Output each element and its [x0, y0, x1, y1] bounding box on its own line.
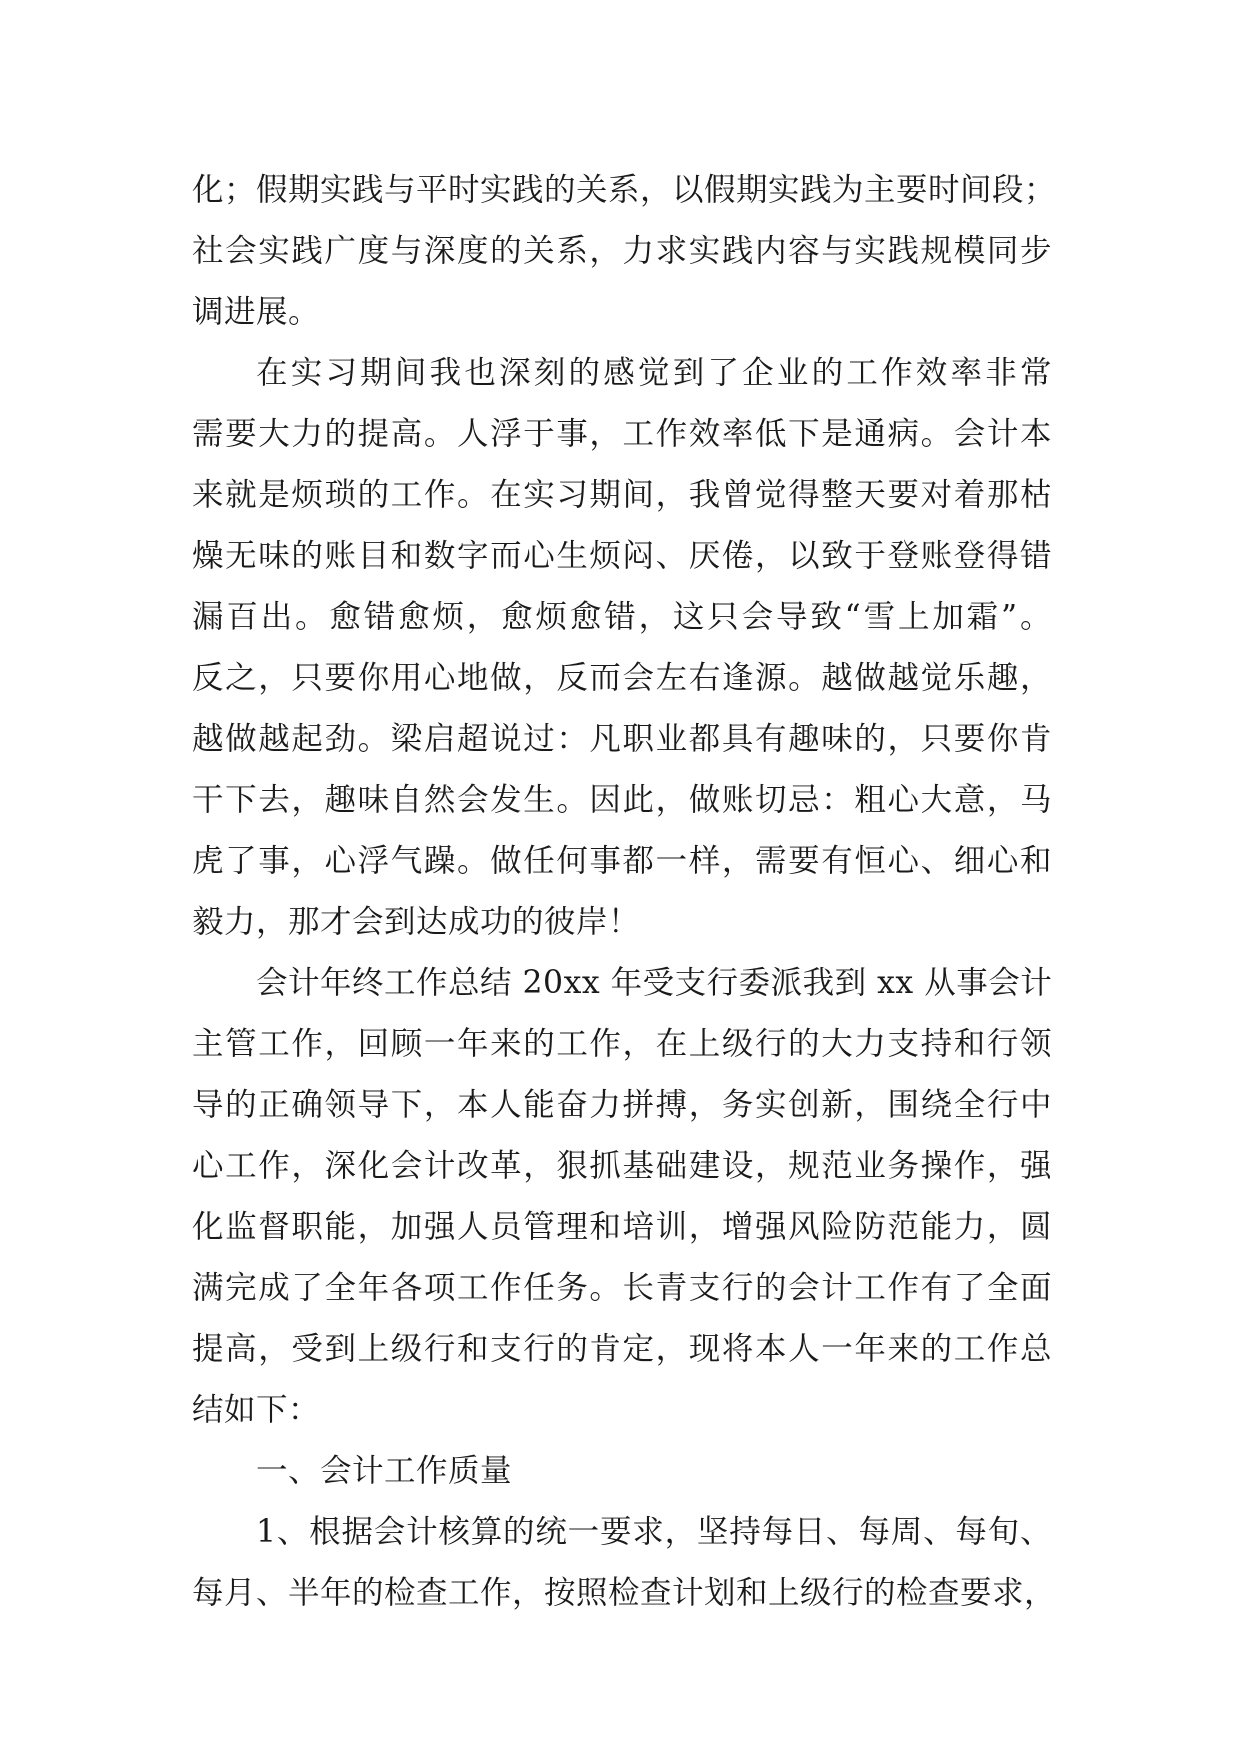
paragraph-first-line: 1、根据会计核算的统一要求，坚持每日、每周、每旬、	[256, 1514, 1052, 1550]
body-line: 化；假期实践与平时实践的关系，以假期实践为主要时间段；	[192, 172, 1057, 208]
body-line: 燥无味的账目和数字而心生烦闷、厌倦，以致于登账登得错	[192, 538, 1052, 574]
body-line: 越做越起劲。梁启超说过：凡职业都具有趣味的，只要你肯	[192, 721, 1052, 757]
body-line: 漏百出。愈错愈烦，愈烦愈错，这只会导致“雪上加霜”。	[192, 599, 1052, 635]
body-line: 每月、半年的检查工作，按照检查计划和上级行的检查要求，	[192, 1575, 1057, 1611]
body-line: 需要大力的提高。人浮于事，工作效率低下是通病。会计本	[192, 416, 1052, 452]
body-line: 满完成了全年各项工作任务。长青支行的会计工作有了全面	[192, 1270, 1052, 1306]
body-line: 结如下：	[192, 1392, 321, 1428]
body-line: 干下去，趣味自然会发生。因此，做账切忌：粗心大意，马	[192, 782, 1052, 818]
section-heading: 一、会计工作质量	[256, 1453, 513, 1489]
body-line: 化监督职能，加强人员管理和培训，增强风险防范能力，圆	[192, 1209, 1052, 1245]
body-line: 导的正确领导下，本人能奋力拼搏，务实创新，围绕全行中	[192, 1087, 1052, 1123]
body-line: 心工作，深化会计改革，狠抓基础建设，规范业务操作，强	[192, 1148, 1052, 1184]
body-line: 虎了事，心浮气躁。做任何事都一样，需要有恒心、细心和	[192, 843, 1052, 879]
body-line: 调进展。	[192, 294, 321, 330]
body-line: 来就是烦琐的工作。在实习期间，我曾觉得整天要对着那枯	[192, 477, 1052, 513]
paragraph-first-line: 会计年终工作总结 20xx 年受支行委派我到 xx 从事会计	[256, 965, 1053, 1001]
body-line: 提高，受到上级行和支行的肯定，现将本人一年来的工作总	[192, 1331, 1052, 1367]
body-line: 反之，只要你用心地做，反而会左右逢源。越做越觉乐趣，	[192, 660, 1052, 696]
body-line: 毅力，那才会到达成功的彼岸！	[192, 904, 641, 940]
paragraph-first-line: 在实习期间我也深刻的感觉到了企业的工作效率非常	[256, 355, 1052, 391]
body-line: 社会实践广度与深度的关系，力求实践内容与实践规模同步	[192, 233, 1052, 269]
body-line: 主管工作，回顾一年来的工作，在上级行的大力支持和行领	[192, 1026, 1052, 1062]
document-body	[192, 160, 1057, 1624]
